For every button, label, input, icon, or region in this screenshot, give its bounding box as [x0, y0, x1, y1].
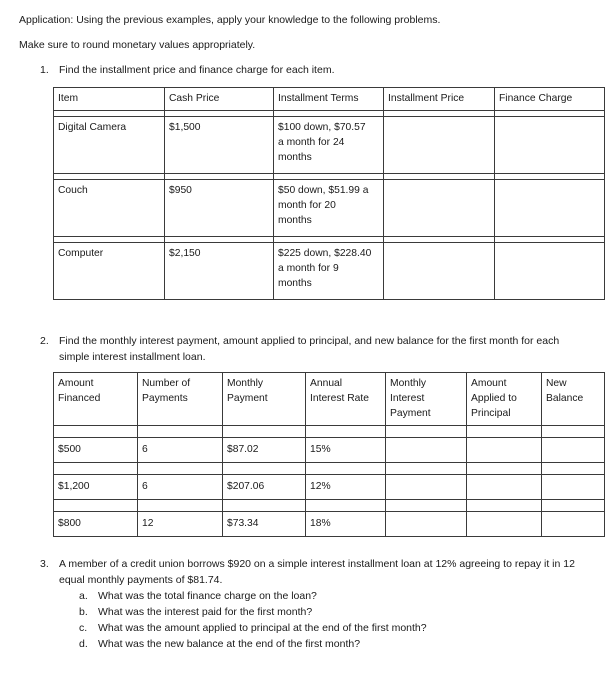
table-spacer-row	[54, 500, 605, 512]
header-line: Payment	[390, 408, 431, 419]
header-annual-interest-rate	[306, 373, 386, 426]
header-item: Item	[54, 88, 165, 111]
header-line: Annual	[310, 378, 343, 389]
header-line: Balance	[546, 393, 584, 404]
table-row	[54, 512, 605, 537]
table-spacer-row	[54, 463, 605, 475]
header-line: Number of	[142, 378, 191, 389]
header-installment-terms: Installment Terms	[274, 88, 384, 111]
intro-line-2: Make sure to round monetary values appropriately.	[19, 39, 256, 51]
header-amount-applied-to-principal	[467, 373, 542, 426]
table-row	[54, 243, 605, 300]
cell-cash-price: $1,500	[165, 117, 274, 174]
terms-line: months	[278, 278, 312, 289]
header-line: Monthly	[390, 378, 427, 389]
q1-prompt: Find the installment price and finance charge for each item.	[59, 64, 335, 76]
cell-installment-price	[384, 117, 495, 174]
cell-monthly-payment: $87.02	[223, 438, 306, 463]
table-row	[54, 117, 605, 174]
table-spacer-row	[54, 426, 605, 438]
cell-monthly-interest-payment	[386, 512, 467, 537]
terms-line: a month for 9	[278, 263, 339, 274]
cell-amount-financed: $500	[54, 438, 138, 463]
cell-new-balance	[542, 512, 605, 537]
q2-prompt-line-1: Find the monthly interest payment, amount applied to principal, and new balance for the first month for each	[59, 335, 560, 347]
table-row	[54, 180, 605, 237]
terms-line: $100 down, $70.57	[278, 122, 366, 133]
header-number-of-payments	[138, 373, 223, 426]
cell-amount-financed: $800	[54, 512, 138, 537]
cell-annual-interest-rate: 15%	[306, 438, 386, 463]
table-header-row	[54, 373, 605, 426]
q3-prompt-line-2: equal monthly payments of $81.74.	[59, 574, 223, 586]
header-line: Financed	[58, 393, 101, 404]
q3-sub-a-text: What was the total finance charge on the loan?	[98, 590, 317, 602]
cell-amount-applied	[467, 438, 542, 463]
header-line: Payments	[142, 393, 188, 404]
simple-interest-table	[53, 372, 605, 537]
header-amount-financed	[54, 373, 138, 426]
cell-number-of-payments: 6	[138, 475, 223, 500]
cell-installment-terms	[274, 117, 384, 174]
cell-annual-interest-rate: 12%	[306, 475, 386, 500]
cell-amount-financed: $1,200	[54, 475, 138, 500]
cell-number-of-payments: 6	[138, 438, 223, 463]
cell-amount-applied	[467, 475, 542, 500]
q2-prompt-line-2: simple interest installment loan.	[59, 351, 206, 363]
q3-prompt-line-1: A member of a credit union borrows $920 on a simple interest installment loan at 12% agreeing to repay it in 12	[59, 558, 575, 570]
cell-finance-charge	[495, 180, 605, 237]
table-row	[54, 475, 605, 500]
header-line: Amount	[471, 378, 507, 389]
cell-item: Digital Camera	[54, 117, 165, 174]
cell-cash-price: $2,150	[165, 243, 274, 300]
header-new-balance	[542, 373, 605, 426]
cell-item: Computer	[54, 243, 165, 300]
cell-monthly-payment: $207.06	[223, 475, 306, 500]
header-line: Amount	[58, 378, 94, 389]
header-monthly-interest-payment	[386, 373, 467, 426]
q1-number: 1.	[40, 64, 49, 76]
cell-monthly-interest-payment	[386, 438, 467, 463]
header-line: Monthly	[227, 378, 264, 389]
cell-number-of-payments: 12	[138, 512, 223, 537]
q3-sub-b-text: What was the interest paid for the first month?	[98, 606, 313, 618]
cell-item: Couch	[54, 180, 165, 237]
terms-line: a month for 24	[278, 137, 345, 148]
terms-line: months	[278, 152, 312, 163]
q3-sub-a-letter: a.	[79, 590, 88, 602]
header-line: Applied to	[471, 393, 517, 404]
cell-finance-charge	[495, 243, 605, 300]
header-line: Principal	[471, 408, 511, 419]
header-installment-price: Installment Price	[384, 88, 495, 111]
q3-sub-c-letter: c.	[79, 622, 88, 634]
cell-amount-applied	[467, 512, 542, 537]
terms-line: $225 down, $228.40	[278, 248, 372, 259]
q3-sub-d-letter: d.	[79, 638, 88, 650]
q3-sub-c-text: What was the amount applied to principal at the end of the first month?	[98, 622, 427, 634]
installment-price-table	[53, 87, 605, 300]
cell-new-balance	[542, 438, 605, 463]
cell-installment-price	[384, 243, 495, 300]
cell-monthly-interest-payment	[386, 475, 467, 500]
q3-sub-b-letter: b.	[79, 606, 88, 618]
cell-installment-price	[384, 180, 495, 237]
cell-installment-terms	[274, 243, 384, 300]
table-header-row	[54, 88, 605, 111]
q3-sub-d-text: What was the new balance at the end of the first month?	[98, 638, 361, 650]
terms-line: months	[278, 215, 312, 226]
cell-cash-price: $950	[165, 180, 274, 237]
header-finance-charge: Finance Charge	[495, 88, 605, 111]
cell-installment-terms	[274, 180, 384, 237]
q3-number: 3.	[40, 558, 49, 570]
q2-number: 2.	[40, 335, 49, 347]
header-line: Interest	[390, 393, 425, 404]
terms-line: $50 down, $51.99 a	[278, 185, 369, 196]
header-monthly-payment	[223, 373, 306, 426]
header-line: New	[546, 378, 567, 389]
cell-finance-charge	[495, 117, 605, 174]
header-cash-price: Cash Price	[165, 88, 274, 111]
table-row	[54, 438, 605, 463]
cell-new-balance	[542, 475, 605, 500]
terms-line: month for 20	[278, 200, 336, 211]
header-line: Payment	[227, 393, 268, 404]
cell-annual-interest-rate: 18%	[306, 512, 386, 537]
cell-monthly-payment: $73.34	[223, 512, 306, 537]
intro-line-1: Application: Using the previous examples, apply your knowledge to the following problems.	[19, 14, 441, 26]
header-line: Interest Rate	[310, 393, 369, 404]
